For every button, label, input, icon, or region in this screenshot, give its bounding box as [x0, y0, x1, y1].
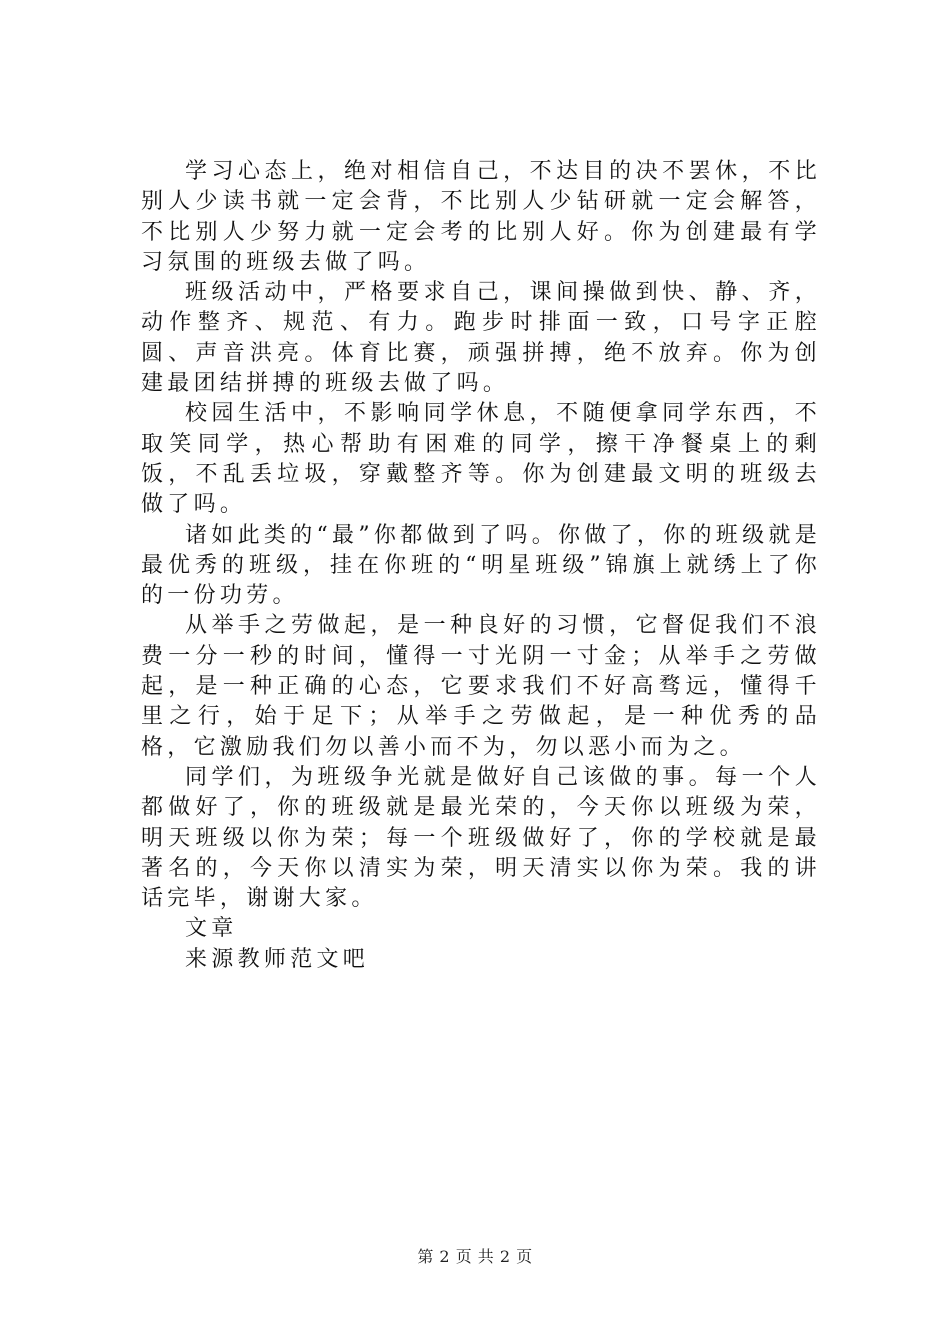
paragraph-article-label: 文章 [185, 916, 238, 942]
paragraph-study-attitude: 学习心态上，绝对相信自己，不达目的决不罢休，不比别人少读书就一定会背，不比别人少钻研就一定会解答，不比别人少努力就一定会考的比别人好。你为创建最有学习氛围的班级去做了吗。 [141, 159, 821, 275]
page-number-footer: 第 2 页 共 2 页 [417, 1247, 533, 1266]
paragraph-class-activities: 班级活动中，严格要求自己，课间操做到快、静、齐，动作整齐、规范、有力。跑步时排面一致，口号字正腔圆、声音洪亮。体育比赛，顽强拼搏，绝不放弃。你为创建最团结拼搏的班级去做了吗。 [141, 280, 821, 397]
paragraph-best-class: 诸如此类的“最”你都做到了吗。你做了，你的班级就是最优秀的班级，挂在你班的“明星班级”锦旗上就绣上了你的一份功劳。 [141, 522, 821, 609]
paragraph-campus-life: 校园生活中，不影响同学休息，不随便拿同学东西，不取笑同学，热心帮助有困难的同学，擦干净餐桌上的剩饭，不乱丢垃圾，穿戴整齐等。你为创建最文明的班级去做了吗。 [141, 401, 821, 518]
paragraph-closing: 同学们，为班级争光就是做好自己该做的事。每一个人都做好了，你的班级就是最光荣的，今天你以班级为荣，明天班级以你为荣；每一个班级做好了，你的学校就是最著名的，今天你以清实为荣，明天清实以你为荣。我的讲话完毕，谢谢大家。 [141, 764, 821, 912]
paragraph-source-label: 来源教师范文吧 [185, 946, 370, 972]
paragraph-small-deeds: 从举手之劳做起，是一种良好的习惯，它督促我们不浪费一分一秒的时间，懂得一寸光阴一寸金；从举手之劳做起，是一种正确的心态，它要求我们不好高骛远，懂得千里之行，始于足下；从举手之劳做起，是一种优秀的品格，它激励我们勿以善小而不为，勿以恶小而为之。 [141, 613, 821, 760]
document-body [141, 157, 821, 975]
